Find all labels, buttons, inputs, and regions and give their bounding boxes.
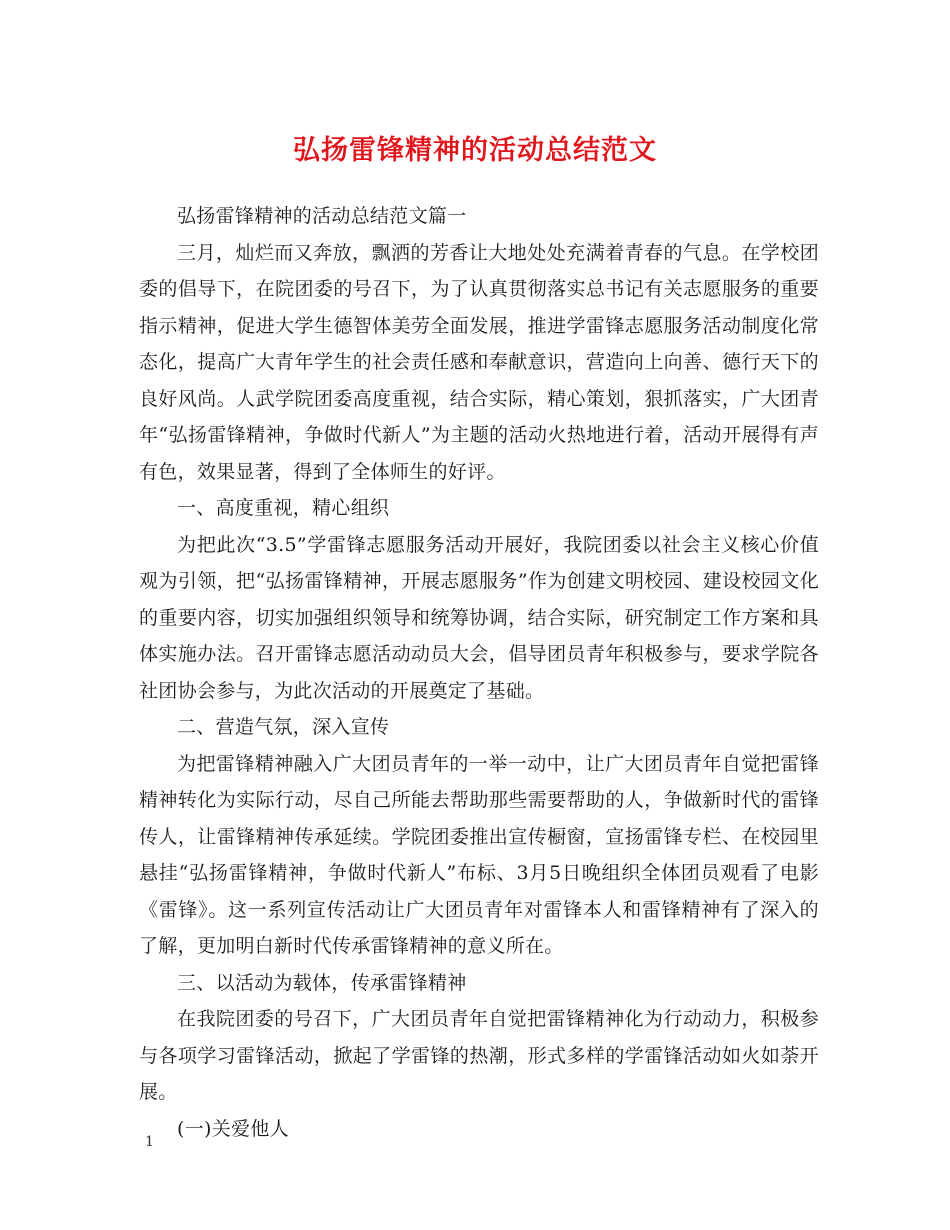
document-body xyxy=(139,198,819,1147)
paragraph-1: 为把此次“3.5”学雷锋志愿服务活动开展好，我院团委以社会主义核心价值观为引领，把“弘扬雷锋精神，开展志愿服务”作为创建文明校园、建设校园文化的重要内容，切实加强组织领导和统筹协调，结合实际，研究制定工作方案和具体实施办法。召开雷锋志愿活动动员大会，倡导团员青年积极参与，要求学院各社团协会参与，为此次活动的开展奠定了基础。 xyxy=(139,533,819,702)
section-heading-intro: 弘扬雷锋精神的活动总结范文篇一 xyxy=(177,205,467,227)
page-number: 1 xyxy=(145,1134,154,1150)
section-heading-2: 二、营造气氛，深入宣传 xyxy=(177,716,390,738)
subsection-heading-1: (一)关爱他人 xyxy=(177,1117,289,1140)
paragraph-3: 在我院团委的号召下，广大团员青年自觉把雷锋精神化为行动动力，积极参与各项学习雷锋活动，掀起了学雷锋的热潮，形式多样的学雷锋活动如火如荼开展。 xyxy=(139,1008,819,1103)
document-title: 弘扬雷锋精神的活动总结范文 xyxy=(293,135,657,166)
paragraph-2: 为把雷锋精神融入广大团员青年的一举一动中，让广大团员青年自觉把雷锋精神转化为实际行动，尽自己所能去帮助那些需要帮助的人，争做新时代的雷锋传人，让雷锋精神传承延续。学院团委推出宣传橱窗，宣扬雷锋专栏、在校园里悬挂“弘扬雷锋精神，争做时代新人”布标、3月5日晚组织全体团员观看了电影《雷锋》。这一系列宣传活动让广大团员青年对雷锋本人和雷锋精神有了深入的了解，更加明白新时代传承雷锋精神的意义所在。 xyxy=(139,752,819,957)
section-heading-3: 三、以活动为载体，传承雷锋精神 xyxy=(177,971,467,994)
paragraph-intro: 三月，灿烂而又奔放，飘洒的芳香让大地处处充满着青春的气息。在学校团委的倡导下，在院团委的号召下，为了认真贯彻落实总书记有关志愿服务的重要指示精神，促进大学生德智体美劳全面发展，推进学雷锋志愿服务活动制度化常态化，提高广大青年学生的社会责任感和奉献意识，营造向上向善、德行天下的良好风尚。人武学院团委高度重视，结合实际，精心策划，狠抓落实，广大团青年“弘扬雷锋精神，争做时代新人”为主题的活动火热地进行着，活动开展得有声有色，效果显著，得到了全体师生的好评。 xyxy=(139,241,819,483)
section-heading-1: 一、高度重视，精心组织 xyxy=(177,497,390,519)
